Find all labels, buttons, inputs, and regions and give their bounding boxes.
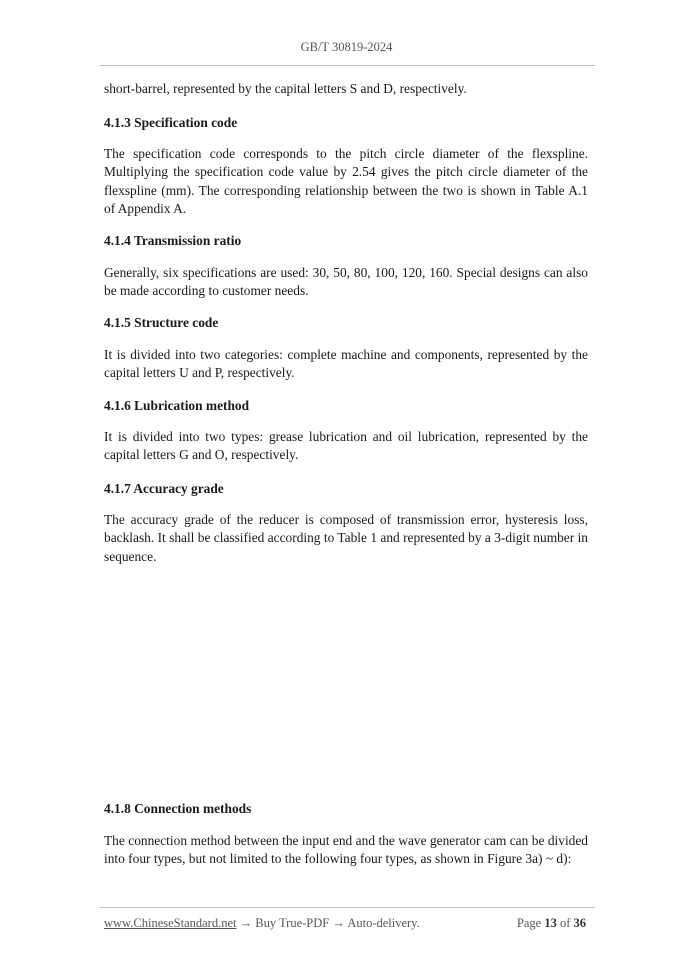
section-body-4-1-8: The connection method between the input end and the wave generator cam can be divided into four types, but not limited to the following four types, as shown in Figure 3a) ~ d): [104, 833, 588, 867]
arrow-right-icon: → [236, 916, 256, 930]
page-number: 13 [544, 916, 557, 930]
footer-divider [100, 907, 595, 908]
arrow-right-icon: → [329, 916, 348, 930]
section-heading-4-1-4: 4.1.4 Transmission ratio [104, 233, 242, 248]
site-link[interactable]: www.ChineseStandard.net [104, 916, 237, 930]
document-header: GB/T 30819-2024 [300, 40, 393, 54]
section-body-4-1-4: Generally, six specifications are used: 30, 50, 80, 100, 120, 160. Special designs can also be made according to customer needs. [104, 265, 588, 299]
page-indicator [517, 916, 586, 931]
page-label: Page [516, 916, 542, 930]
footer-promo [104, 916, 420, 931]
intro-paragraph: short-barrel, represented by the capital letters S and D, respectively. [104, 81, 467, 96]
section-heading-4-1-3: 4.1.3 Specification code [104, 115, 238, 130]
header-divider [100, 65, 595, 66]
buy-pdf-text: Buy True-PDF [255, 916, 330, 930]
of-label: of [559, 916, 571, 930]
section-heading-4-1-6: 4.1.6 Lubrication method [104, 398, 250, 413]
section-body-4-1-3: The specification code corresponds to the pitch circle diameter of the flexspline. Multiplying the specification code value by 2.54 gives the pitch circle diameter of the flexspline (mm). The corresponding relationship between the two is shown in Table A.1 of Appendix A. [104, 146, 588, 217]
section-body-4-1-5: It is divided into two categories: complete machine and components, represented by the capital letters U and P, respectively. [104, 347, 588, 381]
section-heading-4-1-5: 4.1.5 Structure code [104, 315, 219, 330]
section-heading-4-1-7: 4.1.7 Accuracy grade [104, 481, 224, 496]
auto-delivery-text: Auto-delivery. [347, 916, 420, 930]
section-body-4-1-7: The accuracy grade of the reducer is composed of transmission error, hysteresis loss, backlash. It shall be classified according to Table 1 and represented by a 3-digit number in sequence. [104, 512, 588, 564]
section-body-4-1-6: It is divided into two types: grease lubrication and oil lubrication, represented by the capital letters G and O, respectively. [104, 429, 588, 463]
total-pages: 36 [573, 916, 586, 930]
section-heading-4-1-8: 4.1.8 Connection methods [104, 801, 252, 816]
